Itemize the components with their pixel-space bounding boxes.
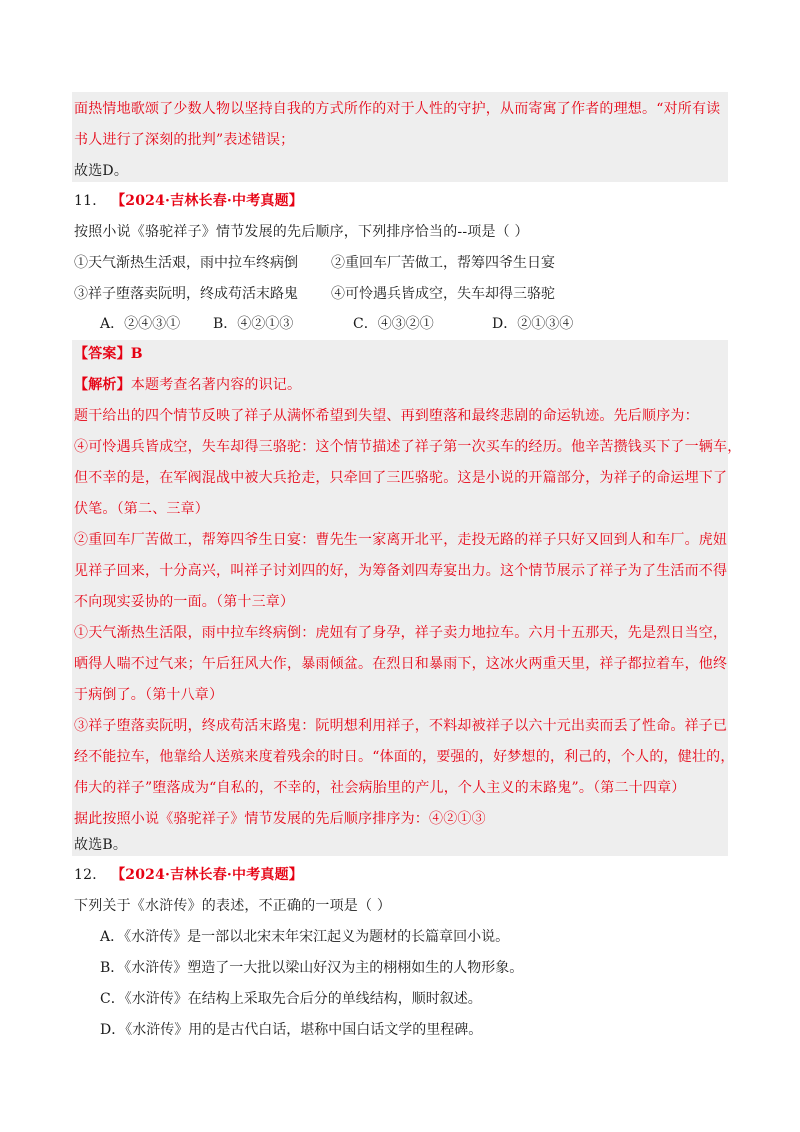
q11-item: ②重回车厂苦做工，帮筹四爷生日宴 [331,255,555,271]
q11-analysis-line: 晒得人喘不过气来；午后狂风大作，暴雨倾盆。在烈日和暴雨下，这冰火两重天里，祥子都拉着车，他终 [74,656,728,672]
prev-analysis-line: 书人进行了深刻的批判”表述错误； [74,132,295,148]
q11-item: ③祥子堕落卖阮明，终成苟活末路鬼 [74,286,298,302]
q12-number: 12． [74,867,107,883]
q11-analysis-label: 【解析】 [74,377,131,393]
q11-analysis-line: 伟大的祥子”堕落成为“自私的，不幸的，社会病胎里的产儿，个人主义的末路鬼”。（第二十四章） [74,780,686,796]
q11-option-b: B．④②①③ [213,316,294,332]
q11-analysis-line: 不向现实妥协的一面。（第十三章） [74,594,295,610]
q11-item: ④可怜遇兵皆成空，失车却得三骆驼 [331,286,555,302]
q12-option-b: B．《水浒传》塑造了一大批以梁山好汉为主的栩栩如生的人物形象。 [100,960,524,976]
q12-stem: 下列关于《水浒传》的表述，不正确的一项是（ ） [74,898,392,914]
q11-analysis-line: 于病倒了。（第十八章） [74,687,224,703]
q11-source-tag: 【2024·吉林长春·中考真题】 [111,193,303,209]
q11-analysis-line: 但不幸的是，在军阀混战中被大兵抢走，只牵回了三匹骆驼。这是小说的开篇部分，为祥子的命运埋下了 [74,470,728,486]
q11-stem: 按照小说《骆驼祥子》情节发展的先后顺序，下列排序恰当的--项是（ ） [74,224,529,240]
q11-analysis-line [74,375,728,395]
q11-item: ①天气渐热生活艰，雨中拉车终病倒 [74,255,298,271]
q11-analysis-line: 题干给出的四个情节反映了祥子从满怀希望到失望、再到堕落和最终悲剧的命运轨迹。先后顺序为： [74,408,699,424]
q11-option-c: C．④③②① [353,316,434,332]
q11-analysis-line: ①天气渐热生活限，雨中拉车终病倒：虎妞有了身孕，祥子卖力地拉车。六月十五那天，先是烈日当空， [74,625,728,641]
q12-option-c: C．《水浒传》在结构上采取先合后分的单线结构，顺时叙述。 [100,991,482,1007]
prev-conclusion: 故选D。 [74,163,129,179]
q11-analysis-line: 见祥子回来，十分高兴，叫祥子讨刘四的好，为筹备刘四寿宴出力。这个情节展示了祥子为了生活而不得 [74,563,728,579]
q11-analysis-line: ②重回车厂苦做工，帮筹四爷生日宴：曹先生一家离开北平，走投无路的祥子只好又回到人和车厂。虎妞 [74,532,728,548]
q11-analysis-line: 伏笔。（第二、三章） [74,501,209,517]
q11-analysis-text: 本题考查名著内容的识记。 [130,377,302,393]
q11-header [74,191,728,211]
q12-option-a: A．《水浒传》是一部以北宋末年宋江起义为题材的长篇章回小说。 [100,929,510,945]
q11-analysis-line: ④可怜遇兵皆成空，失车却得三骆驼：这个情节描述了祥子第一次买车的经历。他辛苦攒钱买下了一辆车， [74,439,742,455]
q12-header [74,865,728,885]
q12-option-d: D．《水浒传》用的是古代白话，堪称中国白话文学的里程碑。 [100,1022,483,1038]
q11-number: 11． [74,193,107,209]
q11-analysis-line: 据此按照小说《骆驼祥子》情节发展的先后顺序排序为：④②①③ [74,811,486,827]
q11-analysis-line: ③祥子堕落卖阮明，终成苟活末路鬼：阮明想利用祥子，不料却被祥子以六十元出卖而丢了性命。祥子已 [74,718,728,734]
q11-analysis-line: 经不能拉车，他靠给人送殡来度着残余的时日。“体面的，要强的，好梦想的，利己的，个人的，健壮的， [74,749,735,765]
prev-analysis-line: 面热情地歌颂了少数人物以坚持自我的方式所作的对于人性的守护，从而寄寓了作者的理想。“对所有读 [74,101,721,117]
q12-source-tag: 【2024·吉林长春·中考真题】 [111,867,303,883]
q11-option-a: A．②④③① [100,316,181,332]
q11-answer: 【答案】B [74,346,143,362]
q11-conclusion: 故选B。 [74,837,128,853]
q11-option-d: D．②①③④ [492,316,574,332]
